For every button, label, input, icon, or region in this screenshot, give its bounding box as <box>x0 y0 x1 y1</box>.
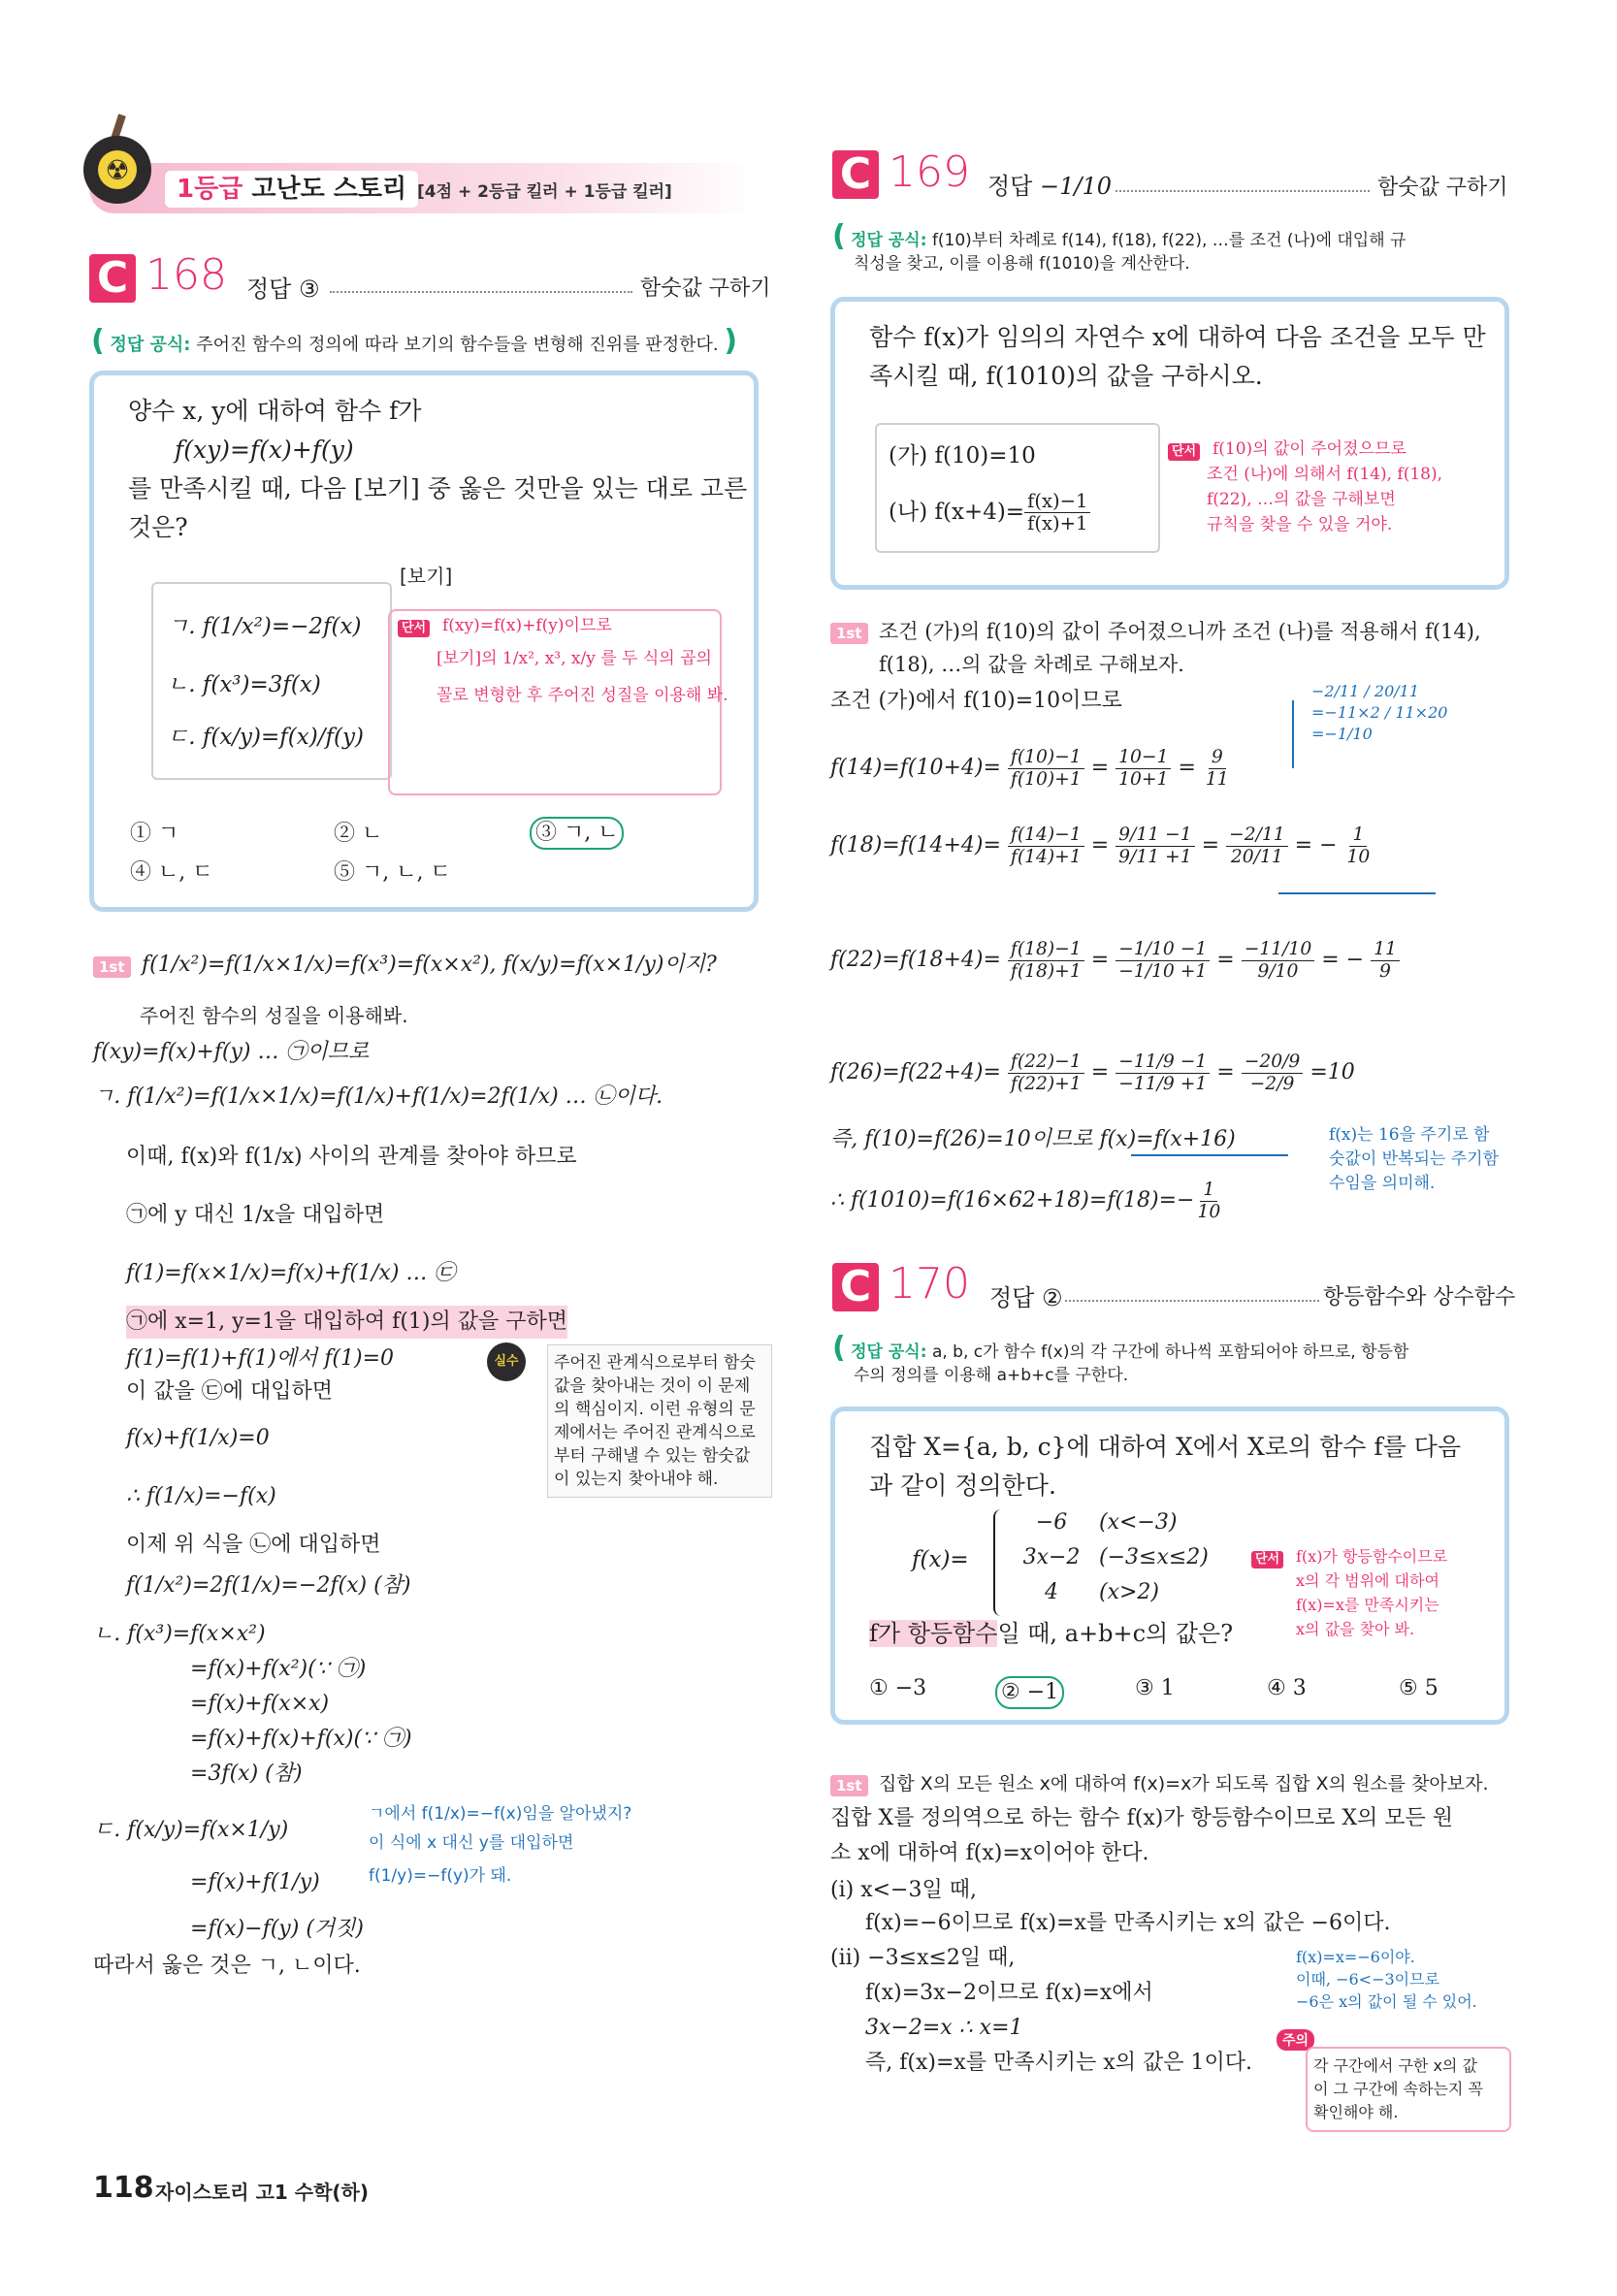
choice-4[interactable]: ④ 3 <box>1267 1676 1307 1700</box>
solution-line: 소 x에 대하여 f(x)=x이어야 한다. <box>830 1841 1149 1865</box>
solution-line: f(18)=f(14+4)= $\frac{f(14)-1}{f(14)+1}$ = $\frac{9/11 -1}{9/11 +1}$ = $\frac{-2/11}{20/11}$ = − $\frac{1}{10}$ <box>830 825 1371 867</box>
blue-note: 이 식에 x 대신 y를 대입하면 <box>369 1833 574 1853</box>
choice-3[interactable]: ③ 1 <box>1135 1676 1175 1700</box>
solution-line: f(x)=−6이므로 f(x)=x를 만족시키는 x의 값은 −6이다. <box>865 1911 1391 1935</box>
choice-2[interactable]: ② ㄴ <box>334 822 383 846</box>
connector-line <box>1292 700 1294 768</box>
blue-note: f(x)=x=−6이야. 이때, −6<−3이므로 −6은 x의 값이 될 수 있어. <box>1296 1948 1477 2011</box>
bogi-item: ㄱ. f(1/x²)=−2f(x) <box>167 614 362 639</box>
solution-line: f(x)+f(1/x)=0 <box>126 1426 270 1450</box>
solution-line: 3x−2=x ∴ x=1 <box>865 2016 1023 2040</box>
bomb-icon <box>83 136 151 204</box>
solution-line: =f(x)−f(y) (거짓) <box>190 1917 364 1941</box>
choice-3-correct[interactable]: ③ ㄱ, ㄴ <box>530 817 624 850</box>
bogi-item: ㄴ. f(x³)=3f(x) <box>167 672 321 697</box>
level-badge: C <box>832 150 879 199</box>
hint-line: f(22), …의 값을 구해보면 <box>1207 490 1396 509</box>
solution-line: f(xy)=f(x)+f(y) … ㉠이므로 <box>93 1040 370 1064</box>
hint-tag: 단서 <box>398 620 430 637</box>
solution-line: =f(x)+f(1/y) <box>190 1870 320 1894</box>
hint-line: 꼴로 변형한 후 주어진 성질을 이용해 봐. <box>437 686 728 705</box>
solution-line: 즉, f(x)=x를 만족시키는 x의 값은 1이다. <box>865 2051 1252 2075</box>
final-answer: ∴ f(1010)=f(16×62+18)=f(18)=− $\frac{1}{10}$ <box>830 1180 1221 1222</box>
choice-1[interactable]: ① ㄱ <box>130 822 179 846</box>
choice-5[interactable]: ⑤ ㄱ, ㄴ, ㄷ <box>334 860 451 885</box>
condition-a: (가) f(10)=10 <box>889 443 1036 469</box>
caution-box: 각 구간에서 구한 x의 값 이 그 구간에 속하는지 꼭 확인해야 해. <box>1306 2047 1511 2132</box>
solution-line: f(1)=f(1)+f(1)에서 f(1)=0 <box>126 1346 395 1371</box>
problem-number: 168 <box>146 250 227 300</box>
hazard-icon: ☢ <box>98 150 137 189</box>
blue-note: ㄱ에서 f(1/x)=−f(x)임을 알아냈지? <box>369 1804 632 1824</box>
topic-label: 함숫값 구하기 <box>640 276 771 301</box>
bogi-title: [보기] <box>400 565 453 588</box>
hint-line: f(10)의 값이 주어졌으므로 <box>1213 439 1407 459</box>
solution-line: f(1/x²)=2f(1/x)=−2f(x) (참) <box>126 1573 411 1598</box>
step-line: f(1/x²)=f(1/x×1/x)=f(x³)=f(x×x²), f(x/y)=f(x×1/y)이지? <box>142 953 717 977</box>
solution-line: ㄷ. f(x/y)=f(x×1/y) <box>93 1818 289 1842</box>
solution-line: f(1)=f(x×1/x)=f(x)+f(1/x) … ㉢ <box>126 1261 456 1285</box>
step-tag: 1st <box>830 623 868 644</box>
choice-4[interactable]: ④ ㄴ, ㄷ <box>130 860 213 885</box>
hint-text: f(x)가 항등함수이므로 x의 각 범위에 대하여 f(x)=x를 만족시키는 x의 값을 찾아 봐. <box>1296 1547 1448 1638</box>
piecewise-cases: −6 (x<−3) 3x−2 (−3≤x≤2) 4 (x>2) <box>1022 1510 1209 1604</box>
level-badge: C <box>832 1263 879 1311</box>
book-title: 자이스토리 고1 수학(하) <box>155 2181 370 2204</box>
question-line: 과 같이 정의한다. <box>869 1471 1056 1500</box>
question-line: 를 만족시킬 때, 다음 [보기] 중 옳은 것만을 있는 대로 고른 <box>128 474 748 502</box>
choice-1[interactable]: ① −3 <box>869 1676 927 1700</box>
problem-number: 170 <box>889 1259 970 1309</box>
solution-line: f(x)=3x−2이므로 f(x)=x에서 <box>865 1981 1153 2005</box>
period-note: f(x)는 16을 주기로 함 숫값이 반복되는 주기함 수임을 의미해. <box>1329 1125 1500 1193</box>
hint-line: 조건 (나)에 의해서 f(14), f(18), <box>1207 465 1443 484</box>
leader-dots <box>1065 1300 1319 1302</box>
solution-line: =f(x)+f(x)+f(x)(∵ ㉠) <box>190 1727 412 1751</box>
solution-line: f(14)=f(10+4)= $\frac{f(10)-1}{f(10)+1}$ = $\frac{10-1}{10+1}$ = $\frac{9}{11}$ <box>830 747 1229 790</box>
formula-bar: ( 정답 공식: f(10)부터 차례로 f(14), f(18), f(22), …를 조건 (나)에 대입해 규 <box>832 219 1407 253</box>
solution-line: 집합 X를 정의역으로 하는 함수 f(x)가 항등함수이므로 X의 모든 원 <box>830 1806 1454 1830</box>
step-tag: 1st <box>830 1775 868 1796</box>
hint-line: [보기]의 1/x², x³, x/y 를 두 식의 곱의 <box>437 649 712 668</box>
piecewise-lhs: f(x)= <box>912 1547 969 1572</box>
step-tag: 1st <box>93 956 131 978</box>
solution-line: ㉠에 y 대신 1/x을 대입하면 <box>126 1203 385 1227</box>
side-note: 주어진 관계식으로부터 함숫값을 찾아내는 것이 이 문제의 핵심이지. 이런 유형의 문제에서는 주어진 관계식으로부터 구해낼 수 있는 함숫값이 있는지 찾아내야 해. <box>547 1344 772 1498</box>
answer-label: 정답 ② <box>989 1284 1063 1311</box>
question-line: 집합 X={a, b, c}에 대하여 X에서 X로의 함수 f를 다음 <box>869 1433 1461 1461</box>
solution-line: 조건 (가)에서 f(10)=10이므로 <box>830 689 1122 713</box>
question-line: 것은? <box>128 513 188 541</box>
banner-subtitle: [4점 + 2등급 킬러 + 1등급 킬러] <box>417 182 672 202</box>
hint-tag: 단서 <box>1251 1551 1283 1568</box>
banner-title: 1등급 고난도 스토리 <box>165 171 418 208</box>
blue-note: f(1/y)=−f(y)가 돼. <box>369 1866 512 1886</box>
question-line: 양수 x, y에 대하여 함수 f가 <box>128 397 422 425</box>
solution-line: =f(x)+f(x²)(∵ ㉠) <box>190 1657 367 1681</box>
step-line: 집합 X의 모든 원소 x에 대하여 f(x)=x가 되도록 집합 X의 원소를 찾아보자. <box>879 1773 1489 1795</box>
choice-2-correct[interactable]: ② −1 <box>995 1676 1064 1709</box>
solution-line: (ⅰ) x<−3일 때, <box>830 1878 977 1902</box>
brace <box>993 1509 1005 1616</box>
formula-bar: ( 정답 공식: a, b, c가 함수 f(x)의 각 구간에 하나씩 포함되어야 하므로, 항등함 <box>832 1331 1409 1365</box>
solution-line: ㄱ. f(1/x²)=f(1/x×1/x)=f(1/x)+f(1/x)=2f(1/x) … ㉡이다. <box>93 1084 663 1109</box>
bogi-item: ㄷ. f(x/y)=f(x)/f(y) <box>167 725 364 750</box>
hint-line: 규칙을 찾을 수 있을 거야. <box>1207 515 1393 534</box>
solution-line: 이 값을 ㉢에 대입하면 <box>126 1379 333 1404</box>
condition-b: (나) f(x+4)= $\frac{f(x)-1}{f(x)+1}$ <box>889 491 1090 535</box>
leader-dots <box>1116 190 1370 192</box>
solution-conclusion: 따라서 옳은 것은 ㄱ, ㄴ이다. <box>93 1954 361 1978</box>
solution-line: =3f(x) (참) <box>190 1762 303 1786</box>
page-number: 118 <box>93 2171 154 2205</box>
choice-5[interactable]: ⑤ 5 <box>1399 1676 1439 1700</box>
topic-label: 항등함수와 상수함수 <box>1323 1285 1516 1310</box>
solution-line: ∴ f(1/x)=−f(x) <box>126 1484 276 1508</box>
step-subline: 주어진 함수의 성질을 이용해봐. <box>140 1004 408 1027</box>
solution-line: 즉, f(10)=f(26)=10이므로 f(x)=f(x+16) <box>830 1127 1236 1151</box>
solution-line: (ⅱ) −3≤x≤2일 때, <box>830 1946 1016 1970</box>
underline <box>1278 892 1436 894</box>
question-line: 함수 f(x)가 임의의 자연수 x에 대하여 다음 조건을 모두 만 <box>869 323 1486 351</box>
step-line: f(18), …의 값을 차례로 구해보자. <box>879 653 1184 676</box>
formula-bar: ( 정답 공식: 주어진 함수의 정의에 따라 보기의 함수들을 변형해 진위를 판정한다. ) <box>91 324 738 358</box>
answer-label: 정답 −1/10 <box>987 173 1113 200</box>
problem-number: 169 <box>889 147 970 197</box>
question-line: f가 항등함수일 때, a+b+c의 값은? <box>869 1620 1234 1647</box>
side-calc: −2/11 / 20/11 =−11×2 / 11×20 =−1/10 <box>1311 682 1448 743</box>
formula-bar: 칙성을 찾고, 이를 이용해 f(1010)을 계산한다. <box>854 254 1190 274</box>
solution-line: ㄴ. f(x³)=f(x×x²) <box>93 1622 266 1646</box>
answer-label: 정답 ③ <box>246 275 320 303</box>
formula-bar: 수의 정의를 이용해 a+b+c를 구한다. <box>854 1366 1129 1385</box>
question-line: 족시킬 때, f(1010)의 값을 구하시오. <box>869 362 1263 390</box>
topic-label: 함숫값 구하기 <box>1377 176 1508 200</box>
leader-dots <box>330 291 632 293</box>
solution-line: 이제 위 식을 ㉡에 대입하면 <box>126 1533 381 1557</box>
caution-tag: 주의 <box>1277 2029 1314 2051</box>
hint-line: f(xy)=f(x)+f(y)이므로 <box>442 616 612 635</box>
hint-tag: 단서 <box>1168 443 1200 461</box>
solution-line: 이때, f(x)와 f(1/x) 사이의 관계를 찾아야 하므로 <box>126 1145 577 1169</box>
step-line: 조건 (가)의 f(10)의 값이 주어졌으니까 조건 (나)를 적용해서 f(14), <box>879 620 1481 643</box>
mistake-badge-icon: 실수 <box>487 1342 526 1381</box>
underline <box>1131 1154 1288 1156</box>
solution-line: f(22)=f(18+4)= $\frac{f(18)-1}{f(18)+1}$ = $\frac{-1/10 -1}{-1/10 +1}$ = $\frac{-11/10}{9/10}$ = − $\frac{11}{9}$ <box>830 939 1400 982</box>
solution-line: f(26)=f(22+4)= $\frac{f(22)-1}{f(22)+1}$ = $\frac{-11/9 -1}{-11/9 +1}$ = $\frac{-20/9}{-2/9}$ =10 <box>830 1051 1355 1094</box>
solution-line: =f(x)+f(x×x) <box>190 1692 330 1716</box>
question-formula: f(xy)=f(x)+f(y) <box>175 436 354 464</box>
level-badge: C <box>89 254 136 303</box>
solution-line: ㉠에 x=1, y=1을 대입하여 f(1)의 값을 구하면 <box>126 1306 567 1339</box>
